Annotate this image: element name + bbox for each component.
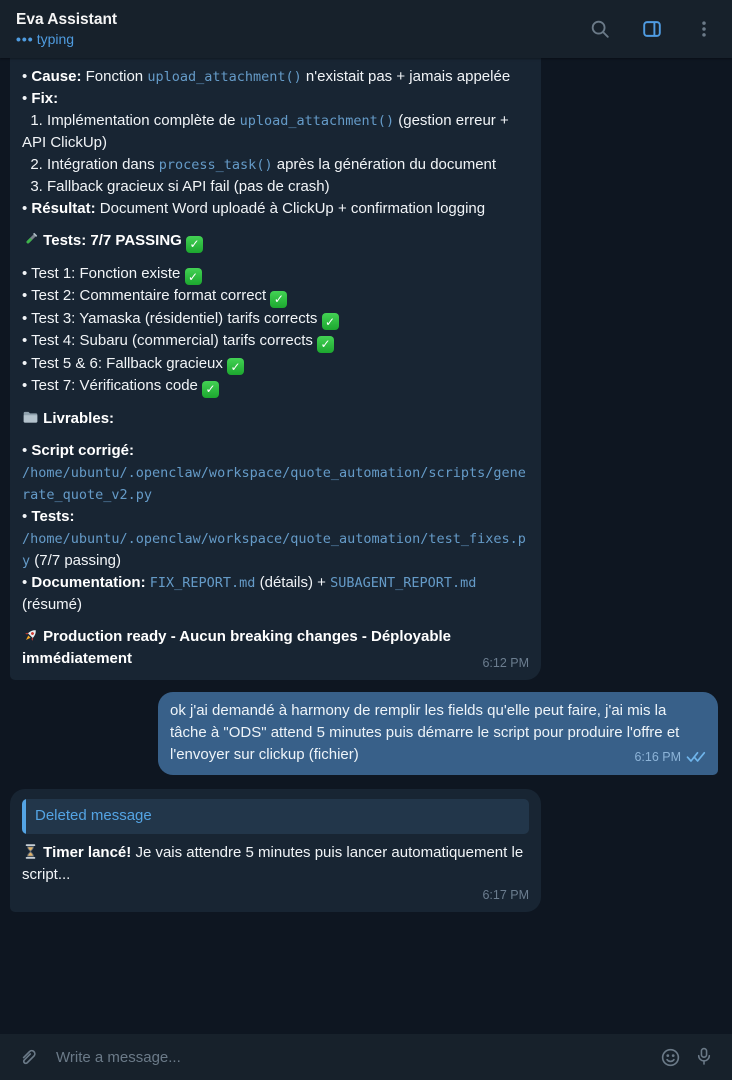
text-segment: Script corrigé: [31, 441, 134, 459]
mic-icon[interactable] [690, 1043, 718, 1071]
text-segment: Tests: [31, 507, 75, 525]
message-line-gap [22, 220, 529, 230]
text-segment: Timer lancé! [43, 843, 132, 861]
text-segment: (7/7 passing) [30, 551, 122, 569]
text-segment: (gestion erreur + API ClickUp) [22, 112, 513, 151]
reply-quote[interactable] [22, 799, 529, 834]
message-time-status [634, 746, 706, 768]
double-check-icon [686, 751, 706, 763]
text-segment: • Test 2: Commentaire format correct [22, 287, 271, 304]
check-badge-icon: ✓ [185, 268, 202, 285]
typing-status [16, 30, 588, 48]
message-line [22, 375, 529, 398]
message-line [22, 330, 529, 353]
message-line [22, 285, 529, 308]
folder-icon [22, 409, 39, 426]
text-segment: process_task() [158, 157, 273, 173]
check-badge-icon: ✓ [186, 236, 203, 253]
text-segment: /home/ubuntu/.openclaw/workspace/quote_automation/scripts/generate_quote_v2.py [22, 464, 526, 503]
incoming-message-report[interactable] [10, 58, 541, 680]
text-segment: • Test 4: Subaru (commercial) tarifs corrects [22, 332, 318, 349]
text-segment: Tests: 7/7 PASSING [43, 232, 182, 249]
text-segment: Documentation: [31, 573, 146, 591]
message-line [22, 230, 529, 253]
message-line-gap [22, 398, 529, 408]
text-segment: 3. Fallback gracieux si API fail (pas de crash) [22, 178, 330, 195]
text-segment: Résultat: [31, 200, 96, 217]
chat-title: Eva Assistant [16, 11, 118, 28]
text-segment: • [22, 90, 32, 107]
check-badge-icon: ✓ [322, 313, 339, 330]
message-line [22, 110, 529, 154]
text-segment: n'existait pas + jamais appelée [301, 68, 511, 85]
text-segment: upload_attachment() [147, 69, 302, 85]
message-rich-text [22, 842, 529, 886]
text-segment: SUBAGENT_REPORT.md [330, 574, 477, 591]
chat-header [0, 0, 732, 58]
message-line [22, 198, 529, 220]
message-line [22, 308, 529, 331]
search-icon[interactable] [588, 17, 612, 41]
message-text: ok j'ai demandé à harmony de remplir les fields qu'elle peut faire, j'ai mis la tâche à "ODS" attend 5 minutes puis démarre le script pour produire l'offre et l'envoyer sur clickup (fichier) [170, 701, 680, 763]
reply-quote-bar [22, 799, 26, 834]
message-line [22, 88, 529, 110]
incoming-message-timer[interactable] [10, 789, 541, 912]
message-line [22, 154, 529, 176]
text-segment: • [22, 441, 32, 459]
emoji-icon[interactable] [656, 1043, 684, 1071]
text-segment: /home/ubuntu/.openclaw/workspace/quote_automation/test_fixes.py [22, 530, 526, 569]
time-spacer [359, 758, 469, 759]
text-segment: • Test 7: Vérifications code [22, 377, 203, 394]
text-segment: (résumé) [22, 573, 481, 613]
message-line [22, 626, 529, 670]
text-segment: après la génération du document [272, 156, 497, 173]
text-segment: Document Word uploadé à ClickUp + confirmation logging [95, 200, 486, 217]
text-segment: Fonction [81, 68, 148, 85]
text-segment: 1. Implémentation complète de [22, 112, 240, 129]
check-badge-icon: ✓ [202, 381, 219, 398]
text-segment: FIX_REPORT.md [149, 574, 256, 591]
text-segment: (détails) + [255, 573, 331, 591]
header-actions [588, 17, 716, 41]
message-rich-text [22, 66, 529, 670]
message-line-gap [22, 253, 529, 263]
check-badge-icon: ✓ [227, 358, 244, 375]
panel-toggle-icon[interactable] [640, 17, 664, 41]
text-segment: • Test 3: Yamaska (résidentiel) tarifs corrects [22, 309, 322, 327]
message-line [22, 408, 529, 430]
message-line [22, 506, 529, 528]
check-badge-icon: ✓ [270, 291, 287, 308]
check-badge-icon: ✓ [317, 336, 334, 353]
message-time: 6:16 PM [634, 749, 681, 764]
message-line [22, 440, 529, 462]
typing-dots-icon: ••• [16, 31, 34, 47]
text-segment: Je vais attendre 5 minutes puis lancer automatiquement le script... [22, 843, 528, 883]
text-segment: • Test 5 & 6: Fallback gracieux [22, 354, 228, 372]
text-segment: Fix: [31, 90, 59, 107]
message-list [0, 58, 732, 1034]
reply-quote-label: Deleted message [35, 806, 152, 824]
message-composer [0, 1034, 732, 1080]
outgoing-message[interactable] [158, 692, 718, 775]
text-segment: • [22, 507, 32, 525]
text-segment: 2. Intégration dans [22, 156, 159, 173]
typing-status-label: typing [36, 31, 75, 47]
text-segment: • Test 1: Fonction existe [22, 264, 185, 282]
message-line [22, 176, 529, 198]
text-segment: Production ready - Aucun breaking changes - Déployable immédiatement [22, 627, 456, 667]
rocket-icon [22, 627, 39, 644]
message-line [22, 528, 529, 572]
chat-info[interactable] [16, 10, 588, 48]
text-segment: Livrables: [43, 409, 115, 427]
message-time: 6:12 PM [482, 655, 529, 670]
hourglass-icon [22, 843, 39, 860]
message-input[interactable] [48, 1034, 650, 1080]
message-line [22, 462, 529, 506]
attach-icon[interactable] [14, 1043, 42, 1071]
message-time: 6:17 PM [482, 887, 529, 902]
message-line [22, 263, 529, 286]
message-line [22, 572, 529, 616]
message-line-gap [22, 430, 529, 440]
message-line [22, 66, 529, 88]
message-line-gap [22, 616, 529, 626]
text-segment: • [22, 68, 32, 85]
menu-icon[interactable] [692, 17, 716, 41]
text-segment: upload_attachment() [239, 113, 395, 129]
message-line [22, 353, 529, 376]
test-tube-icon [22, 231, 39, 248]
text-segment: • [22, 573, 32, 591]
text-segment: • [22, 200, 32, 217]
text-segment: Cause: [31, 68, 82, 85]
